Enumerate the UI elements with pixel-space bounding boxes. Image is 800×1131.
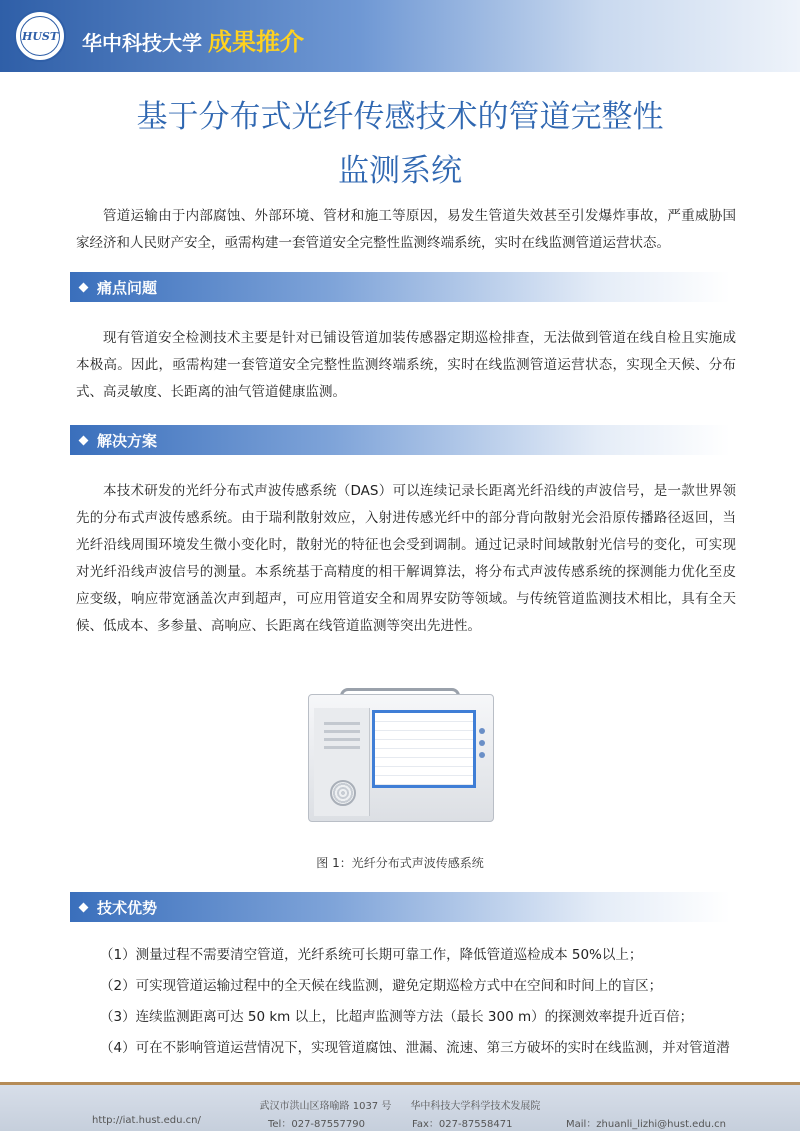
diamond-bullet-icon [79,902,89,912]
footer-fax: Fax：027-87558471 [412,1119,513,1130]
diamond-bullet-icon [79,435,89,445]
section-pain-points [70,272,730,302]
section-advantages [70,892,730,922]
header-title [82,22,304,56]
list-item: （1）测量过程不需要清空管道，光纤系统可长期可靠工作，降低管道巡检成本 50%以上； [100,947,643,963]
section-title: 解决方案 [97,431,158,450]
vent-slot [324,730,360,733]
list-item: （2）可实现管道运输过程中的全天候在线监测，避免定期巡检方式中在空间和时间上的盲区； [100,978,663,994]
pain-points-paragraph: 现有管道安全检测技术主要是针对已铺设管道加装传感器定期巡检排查，无法做到管道在线自检且实施成本极高。因此，亟需构建一套管道安全完整性监测终端系统，实时在线监测管道运营状态，实现全天候、分布式、高灵敏度、长距离的油气管道健康监测。 [76,330,736,400]
page-title-line2: 监测系统 [338,153,462,189]
intro-paragraph: 管道运输由于内部腐蚀、外部环境、管材和施工等原因，易发生管道失效甚至引发爆炸事故，严重威胁国家经济和人民财产安全，亟需构建一套管道安全完整性监测终端系统，实时在线监测管道运营状态。 [76,208,736,251]
page-title-line1: 基于分布式光纤传感技术的管道完整性 [136,99,664,135]
section-solution [70,425,730,455]
device-screen [372,710,476,788]
page-title [0,90,800,198]
vent-slot [324,722,360,725]
diamond-bullet-icon [79,282,89,292]
logo-emblem: HUST [20,16,60,56]
footer-address: 武汉市洪山区珞喻路 1037 号 [259,1101,392,1112]
header-tag: 成果推介 [208,28,304,56]
footer-institute: 华中科技大学科学技术发展院 [410,1101,541,1112]
device-buttons [479,728,487,768]
footer-url-link[interactable]: http://iat.hust.edu.cn/ [92,1115,201,1126]
list-item: （4）可在不影响管道运营情况下，实现管道腐蚀、泄漏、流速、第三方破坏的实时在线监测，并对管道潜 [100,1040,730,1056]
footer-tel: Tel：027-87557790 [268,1119,365,1130]
section-title: 技术优势 [97,898,158,917]
vent-slot [324,746,360,749]
university-logo [14,10,66,62]
footer-address-line [0,1097,800,1112]
solution-paragraph: 本技术研发的光纤分布式声波传感系统（DAS）可以连续记录长距离光纤沿线的声波信号，是一款世界领先的分布式声波传感系统。由于瑞利散射效应，入射进传感光纤中的部分背向散射光会沿原传播路径返回，当光纤沿线周围环境发生微小变化时，散射光的特征也会受到调制。通过记录时间域散射光信号的变化，可实现对光纤沿线声波信号的测量。本系统基于高精度的相干解调算法，将分布式声波传感系统的探测能力优化至皮应变级，响应带宽涵盖次声到超声，可应用管道安全和周界安防等领域。与传统管道监测技术相比，具有全天候、低成本、多参量、高响应、长距离在线管道监测等突出先进性。 [76,483,736,634]
fan-icon [330,780,356,806]
list-item: （3）连续监测距离可达 50 km 以上，比超声监测等方法（最长 300 m）的探测效率提升近百倍； [100,1009,694,1025]
vent-slot [324,738,360,741]
page-footer [0,1082,800,1131]
advantage-list [100,940,740,1064]
university-name: 华中科技大学 [82,31,202,55]
das-device-image [300,688,500,833]
header-banner [0,0,800,72]
figure-caption: 图 1：光纤分布式声波传感系统 [316,856,484,870]
footer-mail-link[interactable]: Mail：zhuanli_lizhi@hust.edu.cn [566,1119,727,1130]
section-title: 痛点问题 [97,278,158,297]
